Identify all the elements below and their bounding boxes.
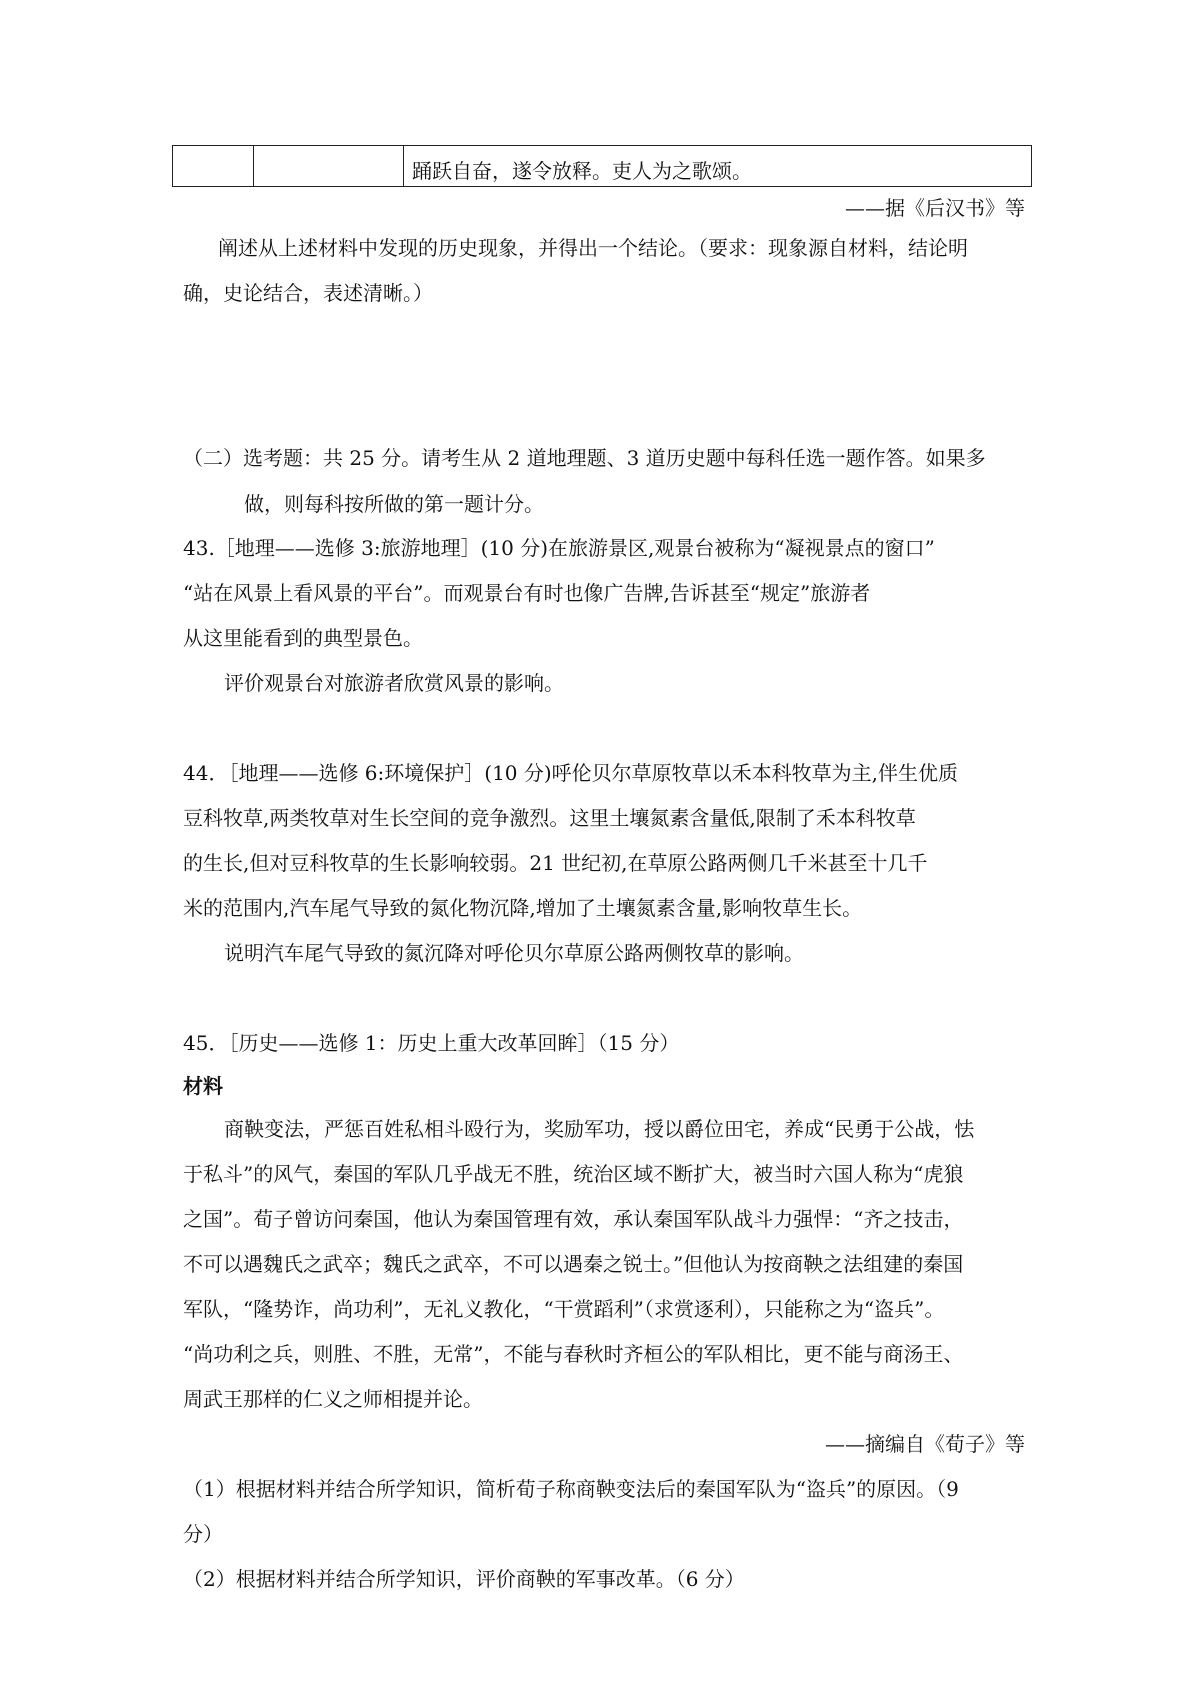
q43-stem: 43.［地理——选修 3:旅游地理］(10 分)在旅游景区,观景台被称为“凝视景点的窗口” xyxy=(183,536,935,560)
material-paragraph-cont: 不可以遇魏氏之武卒；魏氏之武卒，不可以遇秦之锐士。”但他认为按商鞅之法组建的秦国 xyxy=(183,1252,964,1276)
q43-task: 评价观景台对旅游者欣赏风景的影响。 xyxy=(224,671,564,695)
material-paragraph-cont: 周武王那样的仁义之师相提并论。 xyxy=(183,1387,483,1411)
table-last-row xyxy=(172,145,1032,187)
material-paragraph: 商鞅变法，严惩百姓私相斗殴行为，奖励军功，授以爵位田宅，养成“民勇于公战，怯 xyxy=(224,1117,975,1141)
source-citation: ——据《后汉书》等 xyxy=(845,196,1025,220)
q44-task: 说明汽车尾气导致的氮沉降对呼伦贝尔草原公路两侧牧草的影响。 xyxy=(224,941,804,965)
q43-stem-cont: “站在风景上看风景的平台”。而观景台有时也像广告牌,告诉甚至“规定”旅游者 xyxy=(183,581,871,605)
q44-stem-cont: 豆科牧草,两类牧草对生长空间的竞争激烈。这里土壤氮素含量低,限制了禾本科牧草 xyxy=(183,806,916,830)
table-divider xyxy=(253,146,254,186)
section-instructions: （二）选考题：共 25 分。请考生从 2 道地理题、3 道历史题中每科任选一题作答。如果多 xyxy=(183,446,986,470)
q45-subquestion-1: （1）根据材料并结合所学知识，简析荀子称商鞅变法后的秦国军队为“盗兵”的原因。（9 xyxy=(183,1477,959,1501)
material-paragraph-cont: 军队，“隆势诈，尚功利”，无礼义教化，“干赏蹈利”（求赏逐利），只能称之为“盗兵”。 xyxy=(183,1297,945,1321)
material-paragraph-cont: 于私斗”的风气，秦国的军队几乎战无不胜，统治区域不断扩大，被当时六国人称为“虎狼 xyxy=(183,1162,964,1186)
section-instructions-cont: 做，则每科按所做的第一题计分。 xyxy=(244,492,544,516)
q45-title: 45．［历史——选修 1：历史上重大改革回眸］（15 分） xyxy=(183,1031,680,1055)
material-paragraph-cont: “尚功利之兵，则胜、不胜，无常”，不能与春秋时齐桓公的军队相比，更不能与商汤王、 xyxy=(183,1342,964,1366)
question-task: 阐述从上述材料中发现的历史现象，并得出一个结论。（要求：现象源自材料，结论明 xyxy=(218,236,968,260)
material-paragraph-cont: 之国”。荀子曾访问秦国，他认为秦国管理有效，承认秦国军队战斗力强悍：“齐之技击， xyxy=(183,1207,964,1231)
material-label: 材料 xyxy=(183,1074,223,1098)
q44-stem-cont: 的生长,但对豆科牧草的生长影响较弱。21 世纪初,在草原公路两侧几千米甚至十几千 xyxy=(183,851,928,875)
q43-stem-cont: 从这里能看到的典型景色。 xyxy=(183,626,423,650)
table-divider xyxy=(403,146,404,186)
q45-subquestion-2: （2）根据材料并结合所学知识，评价商鞅的军事改革。（6 分） xyxy=(183,1567,745,1591)
table-cell-text: 踊跃自奋，遂令放释。吏人为之歌颂。 xyxy=(412,159,752,183)
q44-stem-cont: 米的范围内,汽车尾气导致的氮化物沉降,增加了土壤氮素含量,影响牧草生长。 xyxy=(183,896,863,920)
q44-stem: 44．［地理——选修 6:环境保护］(10 分)呼伦贝尔草原牧草以禾本科牧草为主,伴生优质 xyxy=(183,761,959,785)
question-task-cont: 确，史论结合，表述清晰。） xyxy=(183,281,433,305)
q45-subquestion-1-cont: 分） xyxy=(183,1522,223,1546)
source-citation: ——摘编自《荀子》等 xyxy=(825,1432,1025,1456)
